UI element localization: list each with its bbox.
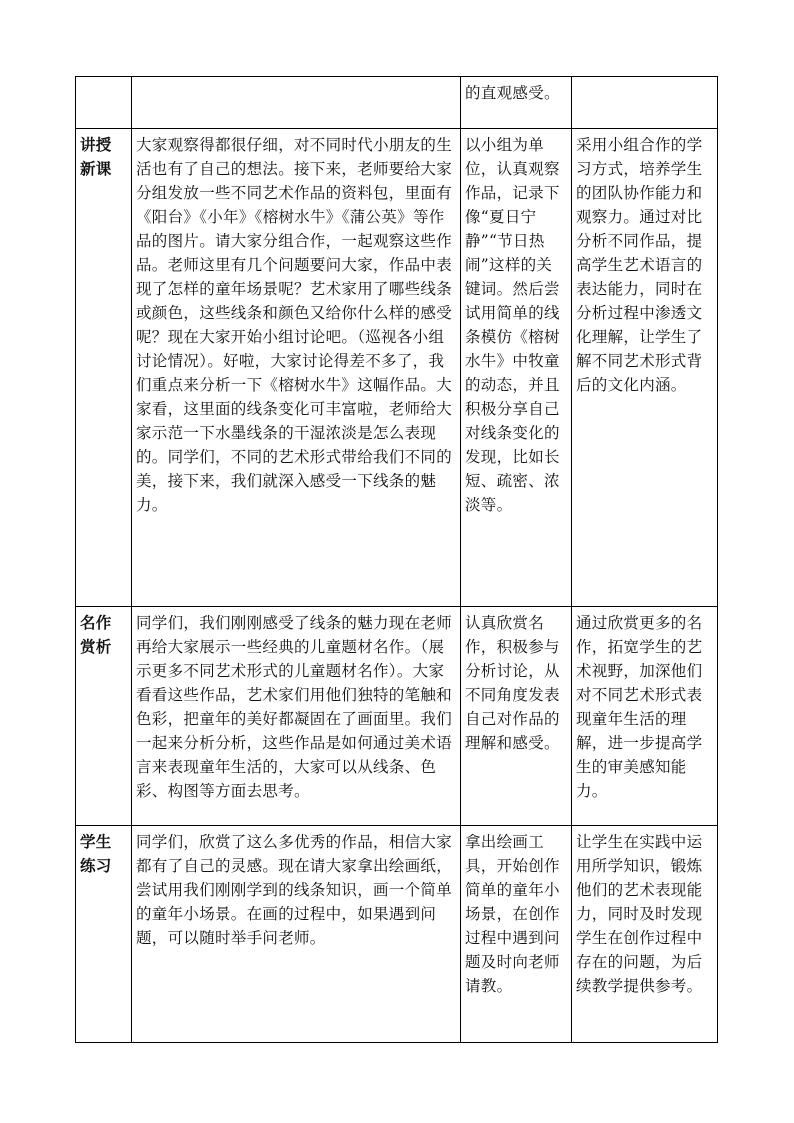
design-intent-cell: 通过欣赏更多的名作，拓宽学生的艺术视野，加深他们对不同艺术形式表现童年生活的理解，进一步提高学生的审美感知能力。 bbox=[572, 607, 718, 826]
teacher-activity-cell bbox=[132, 77, 461, 129]
stage-label-line1: 学生 bbox=[80, 833, 112, 851]
table-row bbox=[76, 826, 718, 1043]
student-activity-cell: 以小组为单位，认真观察作品，记录下像“夏日宁静”“节日热闹”这样的关键词。然后尝试用简单的线条模仿《榕树水牛》中牧童的动态，并且积极分享自己对线条变化的发现，比如长短、疏密、浓淡等。 bbox=[461, 129, 572, 607]
stage-cell bbox=[76, 129, 132, 607]
design-intent-cell: 采用小组合作的学习方式，培养学生的团队协作能力和观察力。通过对比分析不同作品，提高学生艺术语言的表达能力，同时在分析过程中渗透文化理解，让学生了解不同艺术形式背后的文化内涵。 bbox=[572, 129, 718, 607]
table-row bbox=[76, 607, 718, 826]
design-intent-cell: 让学生在实践中运用所学知识，锻炼他们的艺术表现能力，同时及时发现学生在创作过程中存在的问题，为后续教学提供参考。 bbox=[572, 826, 718, 1043]
stage-cell bbox=[76, 826, 132, 1043]
table-row bbox=[76, 129, 718, 607]
lesson-plan-table bbox=[75, 76, 718, 1043]
stage-label-line1: 讲授 bbox=[80, 136, 112, 154]
student-activity-cell: 认真欣赏名作，积极参与分析讨论，从不同角度发表自己对作品的理解和感受。 bbox=[461, 607, 572, 826]
stage-label-line2: 赏析 bbox=[80, 638, 112, 656]
teacher-activity-cell: 同学们，欣赏了这么多优秀的作品，相信大家都有了自己的灵感。现在请大家拿出绘画纸，尝试用我们刚刚学到的线条知识，画一个简单的童年小场景。在画的过程中，如果遇到问题，可以随时举手问老师。 bbox=[132, 826, 461, 1043]
table-row bbox=[76, 77, 718, 129]
student-activity-cell: 拿出绘画工具，开始创作简单的童年小场景，在创作过程中遇到问题及时向老师请教。 bbox=[461, 826, 572, 1043]
design-intent-cell bbox=[572, 77, 718, 129]
stage-label-line1: 名作 bbox=[80, 614, 112, 632]
stage-cell bbox=[76, 607, 132, 826]
stage-cell bbox=[76, 77, 132, 129]
teacher-activity-cell: 同学们，我们刚刚感受了线条的魅力现在老师再给大家展示一些经典的儿童题材名作。（展示更多不同艺术形式的儿童题材名作）。大家看看这些作品，艺术家们用他们独特的笔触和色彩，把童年的美好都凝固在了画面里。我们一起来分析分析，这些作品是如何通过美术语言来表现童年生活的，大家可以从线条、色彩、构图等方面去思考。 bbox=[132, 607, 461, 826]
teacher-activity-cell: 大家观察得都很仔细，对不同时代小朋友的生活也有了自己的想法。接下来，老师要给大家分组发放一些不同艺术作品的资料包，里面有《阳台》《小年》《榕树水牛》《蒲公英》等作品的图片。请大家分组合作，一起观察这些作品。老师这里有几个问题要问大家，作品中表现了怎样的童年场景呢？艺术家用了哪些线条或颜色，这些线条和颜色又给你什么样的感受呢？现在大家开始小组讨论吧。（巡视各小组讨论情况）。好啦，大家讨论得差不多了，我们重点来分析一下《榕树水牛》这幅作品。大家看，这里面的线条变化可丰富啦，老师给大家示范一下水墨线条的干湿浓淡是怎么表现的。同学们，不同的艺术形式带给我们不同的美，接下来，我们就深入感受一下线条的魅力。 bbox=[132, 129, 461, 607]
stage-label-line2: 练习 bbox=[80, 857, 112, 875]
stage-label-line2: 新课 bbox=[80, 160, 112, 178]
student-activity-cell: 的直观感受。 bbox=[461, 77, 572, 129]
